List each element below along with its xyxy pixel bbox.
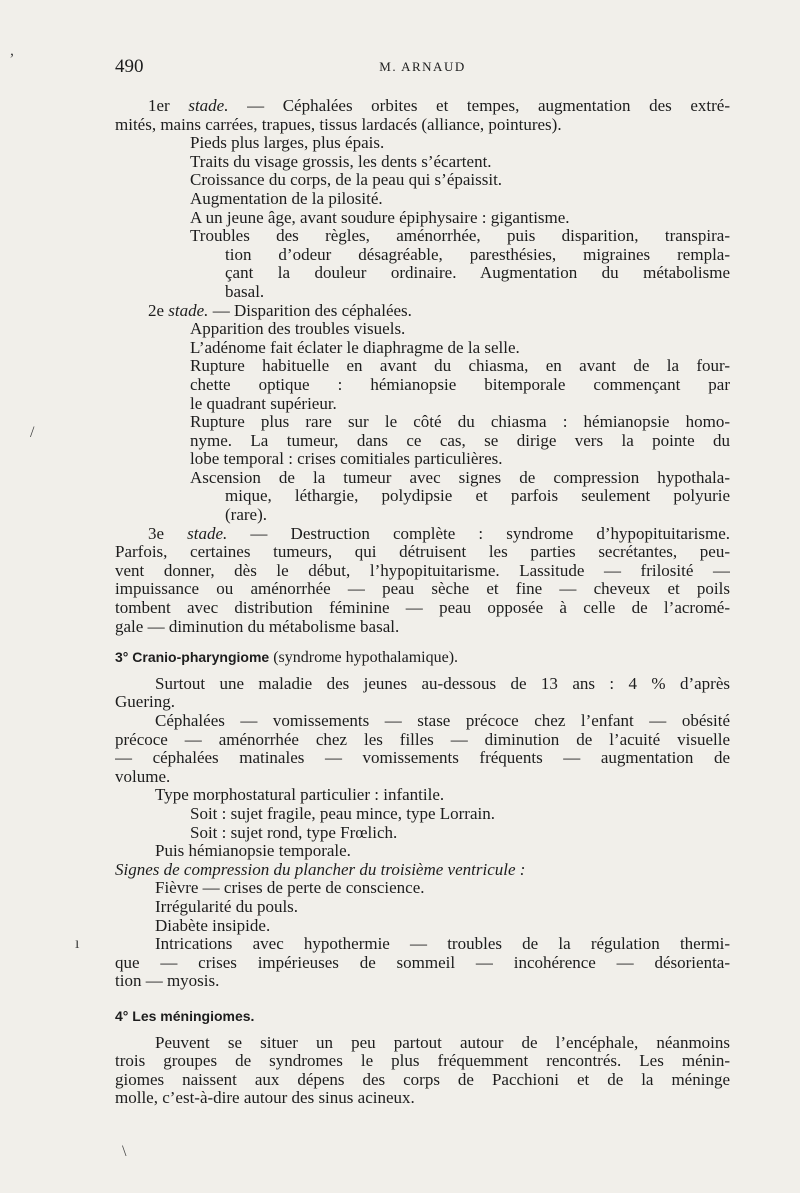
stade2-item: L’adénome fait éclater le diaphragme de la selle. [190, 338, 520, 357]
section3-type: Type morphostatural particulier : infantile. [155, 786, 445, 805]
intrications: tion — myosis. [115, 972, 220, 991]
scan-speck: ı [75, 935, 80, 952]
stade2-ascension: Ascension de la tumeur avec signes de compression hypothala- [190, 468, 730, 487]
section3-para1: Surtout une maladie des jeunes au-dessous de 13 ans : 4 % d’après [155, 674, 730, 693]
intrications: que — crises impérieuses de sommeil — incohérence — désorienta- [115, 953, 730, 972]
stade1-troubles: Troubles des règles, aménorrhée, puis disparition, transpira- [190, 227, 730, 246]
signes-item: Diabète insipide. [155, 916, 271, 935]
scan-speck: , [10, 42, 14, 59]
signes-item: Irrégularité du pouls. [155, 897, 299, 916]
stade2-rupture2: Rupture plus rare sur le côté du chiasma : hémianopsie homo- [190, 413, 730, 432]
section3-heading: 3° Cranio-pharyngiome (syndrome hypothalamique). [115, 649, 459, 667]
running-head: M. ARNAUD [379, 59, 466, 74]
stade1-intro-cont: mités, mains carrées, trapues, tissus lardacés (alliance, pointures). [115, 115, 562, 134]
stade1-troubles: tion d’odeur désagréable, paresthésies, migraines rempla- [225, 245, 730, 264]
stade3-line: gale — diminution du métabolisme basal. [115, 617, 400, 636]
stade1-item: Augmentation de la pilosité. [190, 189, 383, 208]
section3-para2: Céphalées — vomissements — stase précoce chez l’enfant — obésité [155, 712, 730, 730]
signes-title: Signes de compression du plancher du troisième ventricule : [115, 860, 526, 879]
section4-para: giomes naissent aux dépens des corps de Pacchioni et de la méninge [115, 1070, 730, 1089]
section3-para1: Guering. [115, 693, 175, 712]
stade3-line: Parfois, certaines tumeurs, qui détruisent les parties secrétantes, peu- [115, 543, 730, 562]
section3-soit: Soit : sujet fragile, peau mince, type Lorrain. [190, 804, 495, 823]
stade2-ascension: (rare). [225, 506, 267, 525]
page-number: 490 [115, 56, 144, 77]
section3-puis: Puis hémianopsie temporale. [155, 842, 351, 861]
stade2-rupture2: nyme. La tumeur, dans ce cas, se dirige vers la pointe du [190, 431, 730, 450]
stade1-item: Traits du visage grossis, les dents s’écartent. [190, 152, 492, 171]
page-body [115, 97, 730, 1108]
scan-speck: / [30, 424, 35, 441]
stade1-troubles: çant la douleur ordinaire. Augmentation du métabolisme [225, 264, 730, 283]
page-header [115, 56, 730, 82]
section3-para2: précoce — aménorrhée chez les filles — diminution de l’acuité visuelle [115, 730, 730, 749]
scan-speck: \ [122, 1143, 127, 1160]
section3-para2: volume. [115, 767, 171, 786]
stade2-ascension: mique, léthargie, polydipsie et parfois seulement polyurie [225, 487, 730, 506]
signes-item: Fièvre — crises de perte de conscience. [155, 879, 425, 898]
section4-para: Peuvent se situer un peu partout autour de l’encéphale, néanmoins [155, 1033, 730, 1052]
stade1-troubles: basal. [225, 282, 265, 301]
stade1-item: Croissance du corps, de la peau qui s’épaissit. [190, 171, 503, 190]
section3-soit: Soit : sujet rond, type Frœlich. [190, 823, 398, 842]
section4-para: trois groupes de syndromes le plus fréquemment rencontrés. Les ménin- [115, 1052, 730, 1071]
section4-para: molle, c’est-à-dire autour des sinus acineux. [115, 1089, 415, 1108]
stade3-line: tombent avec distribution féminine — peau opposée à celle de l’acromé- [115, 599, 730, 618]
stade1-item: A un jeune âge, avant soudure épiphysaire : gigantisme. [190, 208, 570, 227]
stade2-rupture1: chette optique : hémianopsie bitemporale commençant par [190, 375, 730, 394]
section4-heading: 4° Les méningiomes. [115, 1007, 255, 1024]
stade2-intro: 2e stade. — Disparition des céphalées. [148, 301, 412, 320]
intrications: Intrications avec hypothermie — troubles de la régulation thermi- [155, 935, 730, 954]
stade3-line: impuissance ou aménorrhée — peau sèche et fine — cheveux et poils [115, 580, 730, 599]
section3-para2: — céphalées matinales — vomissements fréquents — augmentation de [115, 749, 730, 768]
stade2-item: Apparition des troubles visuels. [190, 320, 406, 339]
stade3-line: vent donner, dès le début, l’hypopituitarisme. Lassitude — frilosité — [115, 561, 730, 580]
stade3-intro: 3e stade. — Destruction complète : syndrome d’hypopituitarisme. [148, 524, 730, 543]
stade2-rupture2: lobe temporal : crises comitiales particulières. [190, 450, 503, 469]
stade2-rupture1: Rupture habituelle en avant du chiasma, en avant de la four- [190, 357, 730, 376]
stade2-rupture1: le quadrant supérieur. [190, 394, 337, 413]
stade1-intro: 1er stade. — Céphalées orbites et tempes, augmentation des extré- [148, 97, 730, 115]
stade1-item: Pieds plus larges, plus épais. [190, 134, 385, 153]
